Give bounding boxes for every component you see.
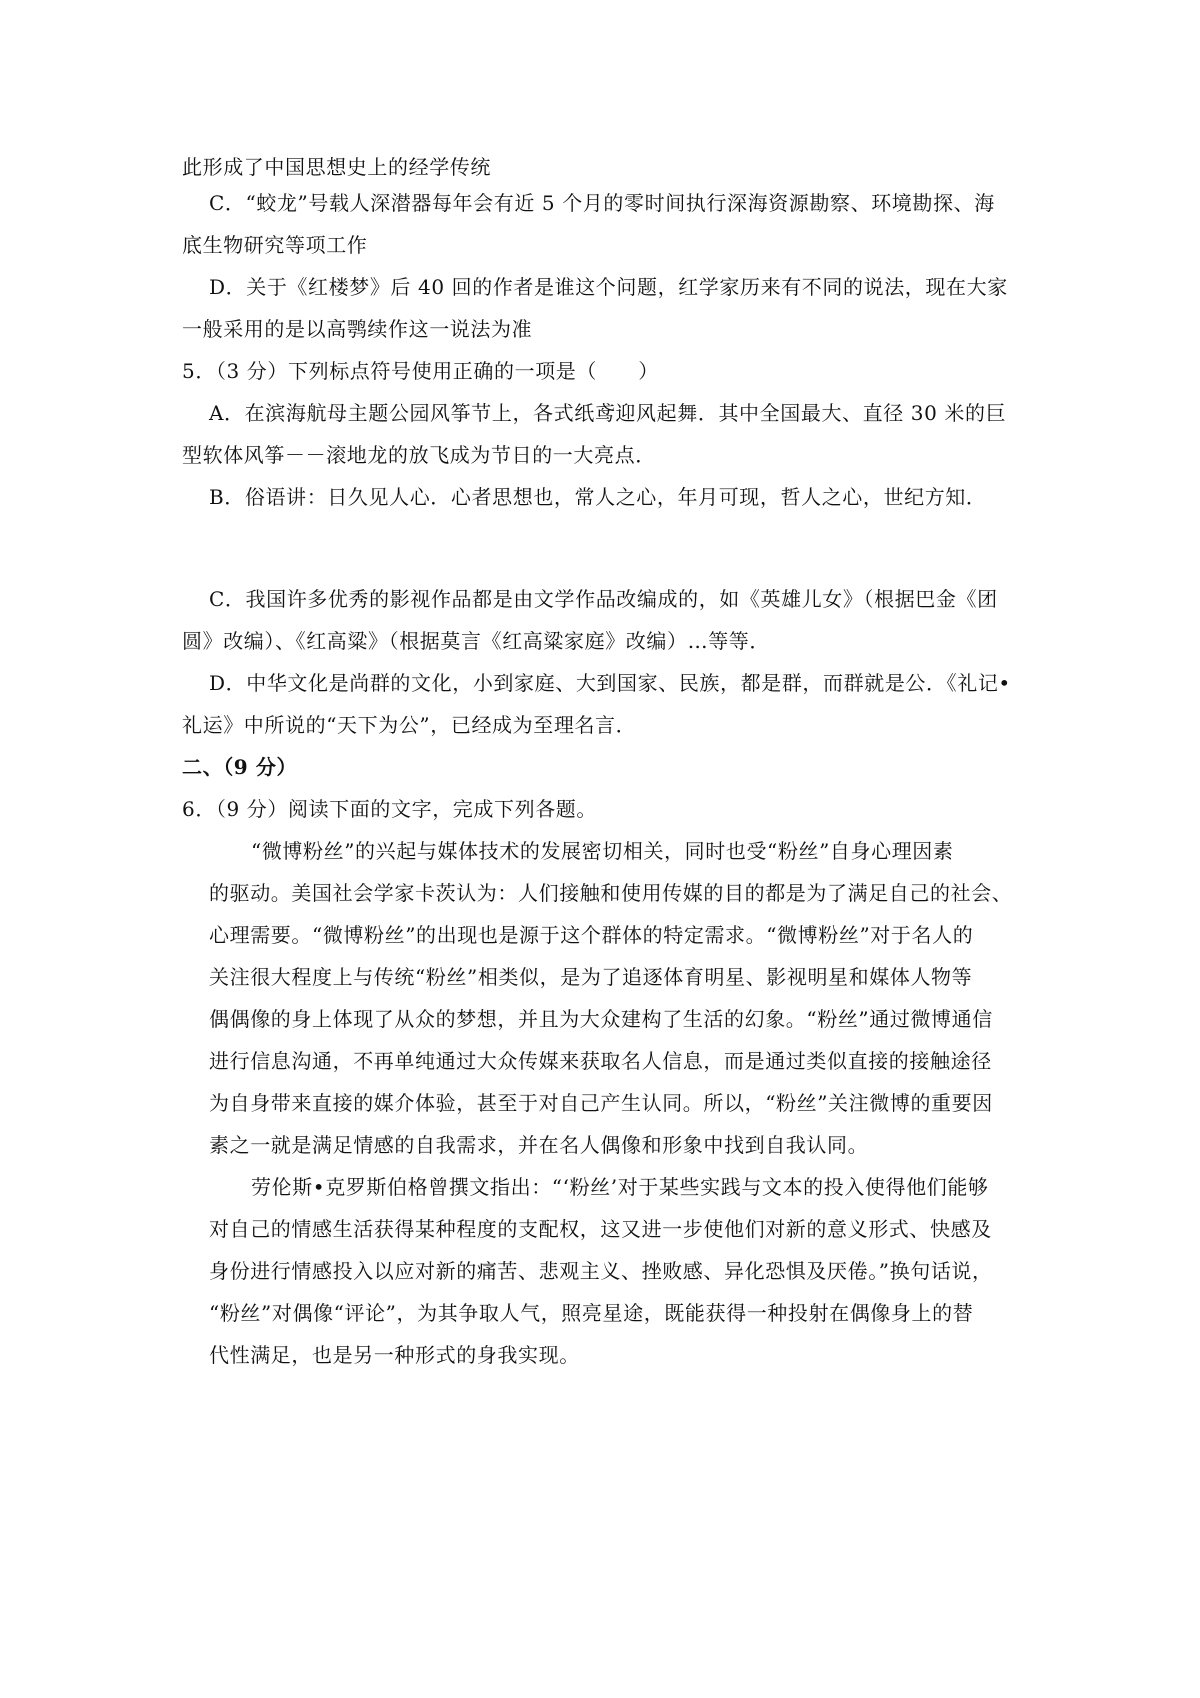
q5-option-c-line-2: 圆》改编）、《红高粱》（根据莫言《红高粱家庭》改编）…等等． [182, 629, 770, 653]
q5-option-a-line-2: 型软体风筝－－滚地龙的放飞成为节日的一大亮点． [182, 443, 656, 467]
q5-option-d-line-2: 礼运》中所说的“天下为公”，已经成为至理名言． [182, 713, 637, 737]
passage-p2-line-2: 对自己的情感生活获得某种程度的支配权，这又进一步使他们对新的意义形式、快感及 [209, 1217, 992, 1241]
question-5-title: 5．（3 分）下列标点符号使用正确的一项是（ ） [182, 359, 659, 383]
option-d-line-1: D．关于《红楼梦》后 40 回的作者是谁这个问题，红学家历来有不同的说法，现在大家 [209, 275, 1008, 299]
question-6-title: 6．（9 分）阅读下面的文字，完成下列各题。 [182, 797, 598, 821]
passage-p1-line-6: 进行信息沟通，不再单纯通过大众传媒来获取名人信息，而是通过类似直接的接触途径 [209, 1049, 992, 1073]
passage-p2-line-1: 劳伦斯•克罗斯伯格曾撰文指出：“‘粉丝’对于某些实践与文本的投入使得他们能够 [251, 1175, 989, 1199]
q5-option-b-line-1: B．俗语讲：日久见人心．心者思想也，常人之心，年月可现，哲人之心，世纪方知． [209, 485, 987, 509]
option-c-line-1: C．“蛟龙”号载人深潜器每年会有近 5 个月的零时间执行深海资源勘察、环境勘探、海 [209, 191, 995, 215]
passage-p1-line-3: 心理需要。“微博粉丝”的出现也是源于这个群体的特定需求。“微博粉丝”对于名人的 [209, 923, 974, 947]
passage-p2-line-5: 代性满足，也是另一种形式的身我实现。 [209, 1343, 580, 1367]
passage-p2-line-4: “粉丝”对偶像“评论”，为其争取人气，照亮星途，既能获得一种投射在偶像身上的替 [209, 1301, 974, 1325]
q5-option-a-line-1: A．在滨海航母主题公园风筝节上，各式纸鸢迎风起舞．其中全国最大、直径 30 米的巨 [209, 401, 1007, 425]
passage-p1-line-5: 偶偶像的身上体现了从众的梦想，并且为大众建构了生活的幻象。“粉丝”通过微博通信 [209, 1007, 993, 1031]
q5-option-c-line-1: C．我国许多优秀的影视作品都是由文学作品改编成的，如《英雄儿女》（根据巴金《团 [209, 587, 998, 611]
passage-p1-line-4: 关注很大程度上与传统“粉丝”相类似，是为了追逐体育明星、影视明星和媒体人物等 [209, 965, 973, 989]
text-line-continuation: 此形成了中国思想史上的经学传统 [182, 155, 491, 179]
option-c-line-2: 底生物研究等项工作 [182, 233, 368, 257]
option-d-line-2: 一般采用的是以高鹗续作这一说法为准 [182, 317, 533, 341]
passage-p1-line-7: 为自身带来直接的媒介体验，甚至于对自己产生认同。所以，“粉丝”关注微博的重要因 [209, 1091, 993, 1115]
passage-p2-line-3: 身份进行情感投入以应对新的痛苦、悲观主义、挫败感、异化恐惧及厌倦。”换句话说， [209, 1259, 993, 1283]
section-heading: 二、（9 分） [182, 755, 298, 779]
passage-p1-line-2: 的驱动。美国社会学家卡茨认为：人们接触和使用传媒的目的都是为了满足自己的社会、 [209, 881, 1013, 905]
passage-p1-line-8: 素之一就是满足情感的自我需求，并在名人偶像和形象中找到自我认同。 [209, 1133, 869, 1157]
q5-option-d-line-1: D．中华文化是尚群的文化，小到家庭、大到国家、民族，都是群，而群就是公．《礼记• [209, 671, 1011, 695]
passage-p1-line-1: “微博粉丝”的兴起与媒体技术的发展密切相关，同时也受“粉丝”自身心理因素 [251, 839, 954, 863]
